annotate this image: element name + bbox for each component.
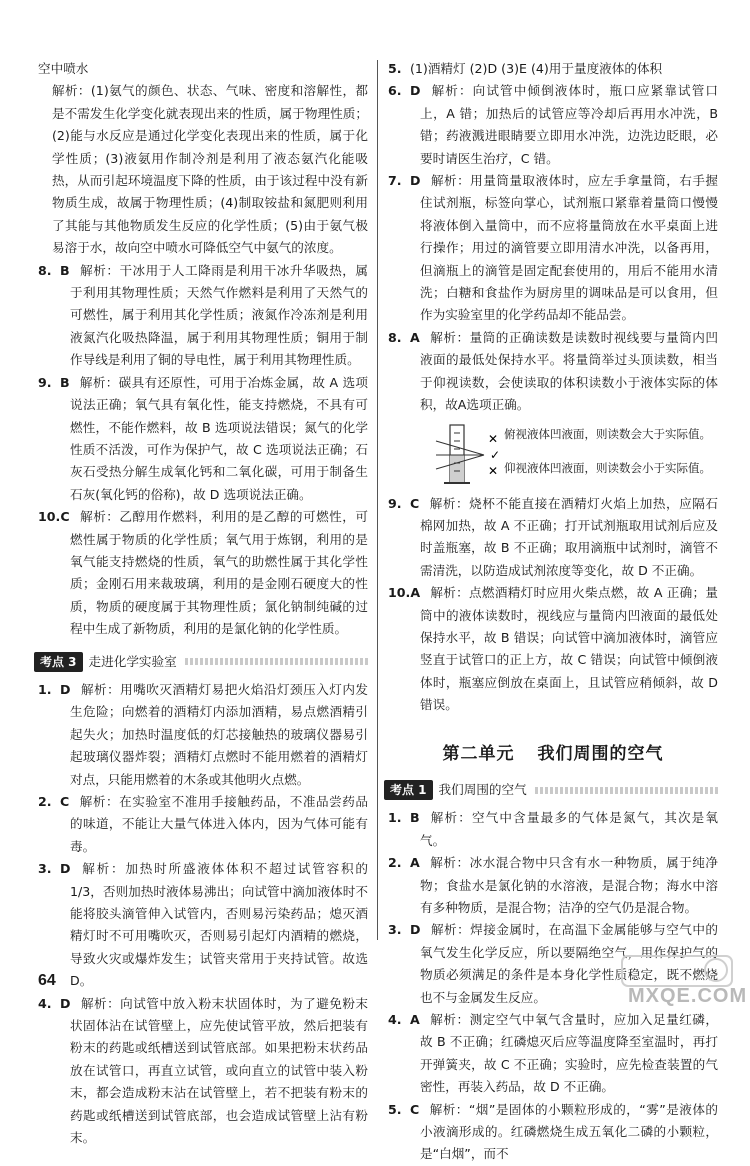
item-number: 5.: [388, 1101, 402, 1117]
item-explanation: (1)酒精灯 (2)D (3)E (4)用于量度液体的体积: [410, 61, 663, 76]
item-number: 2.: [388, 855, 402, 871]
item-answer: B: [410, 810, 420, 826]
answer-item: [388, 58, 718, 80]
item-answer: B: [60, 374, 70, 390]
answer-item: [38, 679, 368, 791]
item-answer: B: [60, 262, 70, 278]
item-number: 3.: [388, 922, 402, 938]
section-title: 我们周围的空气: [438, 781, 527, 797]
item-number: 10.: [38, 509, 61, 525]
figure-label-bottom: 仰视液体凹液面，则读数会小于实际值。: [504, 460, 711, 475]
answer-item: [38, 791, 368, 858]
cross-mark-bottom: ✕: [488, 463, 499, 478]
item-answer: A: [410, 1012, 420, 1028]
answer-item: [38, 993, 368, 1150]
item-answer: C: [60, 794, 70, 809]
item-answer: D: [60, 861, 71, 877]
item-explanation: 解析：烧杯不能直接在酒精灯火焰上加热，应隔石棉网加热，故 A 不正确；打开试剂瓶取用试剂后应及时盖瓶塞，故 B 不正确；取用滴瓶中试剂时，滴管不需清洗，以防造成试剂浓度等变化，故 D 不正确。: [420, 495, 718, 578]
item-explanation: 解析：乙醇用作燃料，利用的是乙醇的可燃性，可燃性属于物质的化学性质；氧气用于炼钢，利用的是氧气能支持燃烧的性质，氧气的助燃性属于其化学性质；金刚石用来裁玻璃，利用的是金刚石硬度大的性质，物质的硬度属于其物理性质；氯化钠制纯碱的过程中生成了新物质，利用的是氯化钠的化学性质。: [70, 509, 368, 637]
item-answer: D: [60, 995, 71, 1011]
item-number: 6.: [388, 83, 402, 99]
item-answer: D: [60, 681, 71, 697]
answer-item: [388, 807, 718, 852]
section-rule: [185, 658, 368, 665]
item-answer: A: [410, 329, 420, 345]
sight-line-down: [436, 441, 484, 455]
intro-line: 空中喷水: [38, 61, 89, 76]
item-number: 4.: [38, 995, 52, 1011]
item-answer: C: [410, 1101, 420, 1117]
item-number: 9.: [38, 374, 52, 390]
item-explanation: 解析：焊接金属时，在高温下金属能够与空气中的氧气发生化学反应，所以要隔绝空气，用作保护气的物质必须满足的条件是本身化学性质稳定，既不燃烧也不与金属发生反应。: [420, 922, 718, 1005]
unit-name: 我们周围的空气: [537, 743, 664, 764]
item-explanation: 解析：向试管中倾倒液体时，瓶口应紧靠试管口上，A 错；加热后的试管应等冷却后再用水冲洗，B 错；药液溅进眼睛要立即用水冲洗，边洗边眨眼，必要时请医生治疗，C 错。: [420, 83, 718, 166]
section-header: [34, 651, 368, 673]
answer-item: [388, 582, 718, 716]
page-number: 64: [38, 972, 56, 989]
answer-item: [38, 506, 368, 640]
item-number: 1.: [388, 810, 402, 826]
item-explanation: 解析：在实验室不准用手接触药品，不准品尝药品的味道，不能让大量气体进入体内，因为气体可能有毒。: [70, 794, 368, 854]
column-divider: [377, 60, 378, 940]
item-number: 8.: [388, 329, 402, 345]
left-column: [38, 58, 368, 1150]
answer-item: [388, 327, 718, 417]
cylinder-liquid: [450, 455, 464, 483]
section-tag: 考点 3: [34, 652, 83, 672]
check-mark: ✓: [490, 447, 501, 462]
item-explanation: 解析：碳具有还原性，可用于冶炼金属，故 A 选项说法正确；氧气具有氧化性，能支持燃烧，不具有可燃性，不能作燃料，故 B 选项说法错误；氮气的化学性质不活泼，可作为保护气，故 C 选项说法正确；石灰石受热分解生成氧化钙和二氧化碳，可用于制备生石灰(氧化钙的俗称)，故 D 选项说法正确。: [70, 374, 368, 502]
item-number: 9.: [388, 495, 402, 511]
item-number: 5.: [388, 61, 402, 76]
item-number: 4.: [388, 1012, 402, 1028]
section-tag: 考点 1: [384, 780, 433, 800]
item-explanation: 解析：冰水混合物中只含有水一种物质，属于纯净物；食盐水是氯化钠的水溶液，是混合物；海水中溶有多种物质，是混合物；洁净的空气仍是混合物。: [420, 855, 718, 915]
item-explanation: 解析：测定空气中氧气含量时，应加入足量红磷，故 B 不正确；红磷熄灭后应等温度降至室温时，再打开弹簧夹，故 C 不正确；实验时，应先检查装置的气密性，再装入药品，故 D 不正确。: [420, 1012, 718, 1095]
section-rule: [535, 787, 718, 794]
item-explanation: 解析：干冰用于人工降雨是利用干冰升华吸热，属于利用其物理性质；天然气作燃料是利用了天然气的可燃性，属于利用其化学性质；液氮作冷冻剂是利用液氮汽化吸热降温，属于利用其物理性质；铜用于制作导线是利用了铜的导电性，属于利用其物理性质。: [70, 262, 368, 368]
answer-item: [38, 260, 368, 372]
item-answer: A: [410, 585, 421, 601]
answer-item: [38, 858, 368, 992]
watermark-text: MXQE.COM: [628, 985, 748, 1007]
item-answer: D: [410, 922, 421, 938]
item-explanation: 解析：点燃酒精灯时应用火柴点燃，故 A 正确；量筒中的液体读数时，视线应与量筒内凹液面的最低处保持水平，故 B 错误；向试管中滴加液体时，滴管应竖直于试管口的正上方，故 C 错误；向试管中倾倒液体时，瓶塞应倒放在桌面上，且试管应稍倾斜，故 D 错误。: [420, 585, 718, 713]
cross-mark-top: ✕: [488, 431, 499, 446]
answer-item: [388, 1009, 718, 1099]
item-explanation: 解析：用嘴吹灭酒精灯易把火焰沿灯颈压入灯内发生危险；向燃着的酒精灯内添加酒精，易点燃酒精引起失火；加热时温度低的灯芯接触热的玻璃仪器易引起玻璃仪器炸裂；酒精灯点燃时不能用燃着的酒精灯对点，只能用燃着的木条或其他明火点燃。: [70, 681, 368, 787]
item-explanation: 解析：加热时所盛液体体积不超过试管容积的 1/3，否则加热时液体易沸出；向试管中滴加液体时不能将胶头滴管伸入试管内，否则易污染药品；熄灭酒精灯时不可用嘴吹灭，否则易引起灯内酒精的燃烧，导致火灾或爆炸发生；试管夹常用于夹持试管。故选 D。: [70, 861, 368, 989]
section-header: [384, 779, 718, 801]
item-explanation: 解析：空气中含量最多的气体是氮气，其次是氧气。: [420, 810, 718, 848]
item-number: 8.: [38, 262, 52, 278]
item-answer: D: [410, 173, 421, 189]
item-answer: D: [410, 83, 421, 99]
item-number: 2.: [38, 794, 52, 809]
measuring-cylinder-figure: [432, 423, 718, 487]
answer-item: [388, 80, 718, 170]
answer-item: [388, 493, 718, 583]
item-answer: A: [410, 855, 420, 871]
item-number: 7.: [388, 173, 402, 189]
item-explanation: 解析：用量筒量取液体时，应左手拿量筒，右手握住试剂瓶，标签向掌心，试剂瓶口紧靠着量筒口慢慢将液体倒入量筒中，而不应将量筒放在水平桌面上进行操作；用过的滴管要立即用清水冲洗，以备再用，但滴瓶上的滴管是固定配套使用的，用后不能用水清洗；白糖和食盐作为厨房里的调味品是可以食用，但作为实验室里的化学药品却不能品尝。: [420, 173, 718, 323]
answer-item: [388, 852, 718, 919]
item-7-explanation: 解析：(1)氨气的颜色、状态、气味、密度和溶解性，都是不需发生化学变化就表现出来的性质，属于物理性质；(2)能与水反应是通过化学变化表现出来的性质，属于化学性质；(3)液氨用作制冷剂是利用了液态氨汽化能吸热，从而引起环境温度下降的性质，由于该过程中没有新物质生成，故属于物理性质；(4)制取铵盐和氮肥则利用了其能与其他物质发生反应的化学性质；(5)由于氨气极易溶于水，故向空中喷水可降低空气中氨气的浓度。: [52, 83, 368, 256]
item-number: 3.: [38, 861, 52, 877]
item-explanation: 解析：“烟”是固体的小颗粒形成的，“雾”是液体的小液滴形成的。红磷燃烧生成五氧化二磷的小颗粒，是“白烟”，而不: [420, 1101, 718, 1162]
answer-item: [388, 1099, 718, 1166]
answer-item: [38, 372, 368, 506]
figure-label-top: 俯视液体凹液面，则读数会大于实际值。: [504, 426, 711, 441]
unit-number: 第二单元: [442, 743, 515, 764]
section-title: 走进化学实验室: [88, 653, 177, 669]
item-answer: C: [60, 509, 70, 525]
item-explanation: 解析：向试管中放入粉末状固体时，为了避免粉末状固体沾在试管壁上，应先使试管平放，然后把装有粉末的药匙或纸槽送到试管底部。如果把粉末状药品放在试管口，再直立试管，或向直立的试管中装入粉末，都会造成粉末沾在试管壁上，若不把装有粉末的药匙或纸槽送到试管底部，也会造成试管壁上沾有粉末。: [70, 995, 368, 1146]
item-answer: C: [410, 495, 420, 511]
answer-item: [388, 170, 718, 327]
item-number: 1.: [38, 681, 52, 697]
item-explanation: 解析：量筒的正确读数是读数时视线要与量筒内凹液面的最低处保持水平。将量筒举过头顶读数，相当于仰视读数，会使读取的体积读数小于液体实际的体积，故A选项正确。: [420, 329, 718, 413]
item-number: 10.: [388, 585, 411, 601]
unit-title: [388, 743, 718, 765]
